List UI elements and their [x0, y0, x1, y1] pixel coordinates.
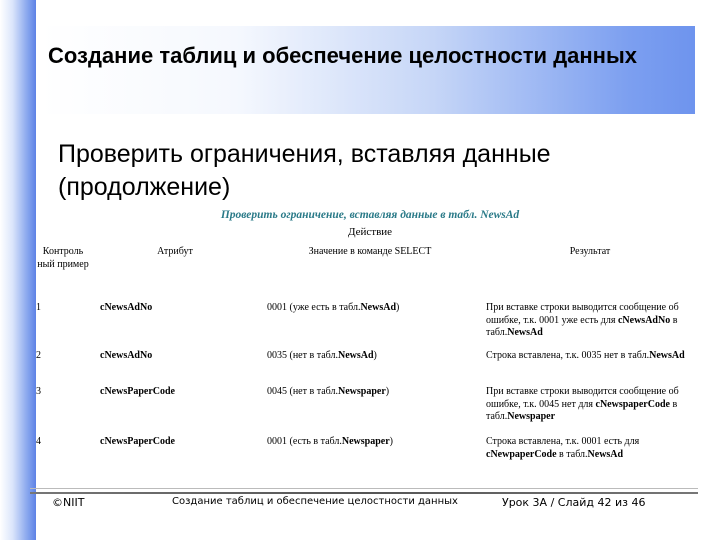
- attribute-name: cNewsAdNo: [100, 350, 153, 361]
- value-table-name: Newspaper: [337, 386, 386, 397]
- result-text: в табл.: [486, 398, 678, 422]
- row-number: 4: [36, 436, 41, 447]
- row-result: [486, 436, 698, 461]
- header-attribute: Атрибут: [157, 246, 193, 257]
- row-result: [486, 350, 698, 363]
- value-text: 0001 (есть в табл.: [267, 436, 342, 447]
- result-emphasis: NewsAd: [507, 327, 543, 338]
- value-text: 0035 (нет в табл.: [267, 350, 338, 361]
- value-text: 0045 (нет в табл.: [267, 386, 338, 397]
- value-close: ): [373, 350, 377, 361]
- row-value: [267, 436, 477, 449]
- row-number: 3: [36, 386, 41, 397]
- result-emphasis: cNewsAdNo: [617, 314, 671, 326]
- result-emphasis: Newspaper: [507, 411, 556, 422]
- table-caption: Проверить ограничение, вставляя данные в табл. NewsAd: [220, 209, 520, 221]
- result-text: Строка вставлена, т.к. 0001 есть для: [486, 436, 640, 447]
- value-table-name: Newspaper: [341, 436, 390, 447]
- slide-title: Создание таблиц и обеспечение целостности данных: [48, 43, 637, 68]
- left-gradient-bar: [0, 0, 36, 540]
- value-close: ): [385, 386, 390, 397]
- header-test-case: Контроль ный пример: [37, 246, 89, 270]
- result-text: в табл.: [486, 314, 678, 338]
- footer-copyright: ©NIIT: [52, 496, 85, 509]
- value-close: ): [396, 302, 400, 313]
- footer-divider-shadow: [30, 488, 698, 489]
- footer-slide-number: Урок 3A / Слайд 42 из 46: [502, 496, 646, 509]
- value-close: ): [389, 436, 393, 447]
- header-result: Результат: [569, 246, 611, 257]
- attribute-name: cNewsPaperCode: [100, 436, 175, 447]
- attribute-name: cNewsAdNo: [100, 302, 153, 313]
- result-text: При вставке строки выводится сообщение об ошибке, т.к. 0045 нет для: [486, 386, 679, 410]
- row-attribute: [100, 302, 250, 315]
- result-text: При вставке строки выводится сообщение об ошибке, т.к. 0001 уже есть для: [486, 302, 679, 326]
- row-result: [486, 302, 698, 340]
- row-number: 2: [36, 350, 41, 361]
- row-attribute: [100, 386, 250, 399]
- attribute-name: cNewsPaperCode: [100, 386, 175, 397]
- result-emphasis: NewsAd: [649, 350, 685, 361]
- result-text: в табл.: [556, 448, 588, 460]
- row-number: 1: [36, 302, 41, 313]
- value-text: 0001 (уже есть в табл.: [267, 302, 361, 313]
- row-value: [267, 302, 477, 315]
- result-emphasis: NewsAd: [587, 448, 624, 460]
- row-value: [267, 350, 477, 363]
- row-attribute: [100, 436, 250, 449]
- header-select-value: Значение в команде SELECT: [308, 246, 432, 257]
- result-text: Строка вставлена, т.к. 0035 нет в табл.: [486, 350, 650, 361]
- row-attribute: [100, 350, 250, 363]
- value-table-name: NewsAd: [360, 302, 397, 313]
- row-result: [486, 386, 698, 424]
- result-emphasis: cNewpaperCode: [486, 448, 557, 460]
- footer-course-title: Создание таблиц и обеспечение целостности данных: [172, 496, 458, 507]
- footer-divider: [30, 492, 698, 494]
- row-value: [267, 386, 477, 399]
- slide-subtitle: Проверить ограничения, вставляя данные (продолжение): [58, 140, 551, 201]
- value-table-name: NewsAd: [337, 350, 374, 361]
- result-emphasis: cNewspaperCode: [595, 398, 670, 410]
- action-label: Действие: [347, 226, 393, 238]
